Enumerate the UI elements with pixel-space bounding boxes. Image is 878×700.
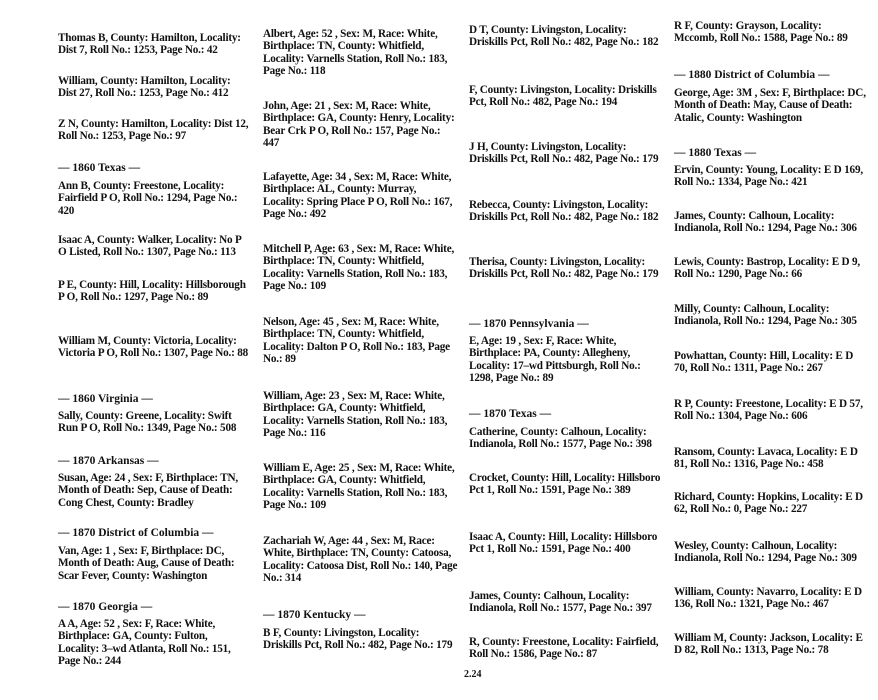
section-heading: — 1870 Texas — (469, 408, 552, 420)
record-entry: Crocket, County: Hill, Locality: Hillsboro Pct 1, Roll No.: 1591, Page No.: 389 (469, 472, 661, 497)
section-heading: — 1860 Texas — (58, 162, 141, 174)
record-entry: William E, Age: 25 , Sex: M, Race: White, Birthplace: GA, County: Whitfield, Locality: Varnells Station, Roll No.: 183, Page No.: 109 (263, 462, 455, 512)
section-heading: — 1870 Pennsylvania — (469, 318, 589, 330)
record-entry: Lafayette, Age: 34 , Sex: M, Race: White, Birthplace: AL, County: Murray, Locality: Spring Place P O, Roll No.: 167, Page No.: 492 (263, 171, 453, 221)
section-heading: — 1880 District of Columbia — (674, 69, 830, 81)
record-entry: Ann B, County: Freestone, Locality: Fairfield P O, Roll No.: 1294, Page No.: 420 (58, 180, 238, 217)
record-entry: Ransom, County: Lavaca, Locality: E D 81, Roll No.: 1316, Page No.: 458 (674, 446, 858, 471)
record-entry: William, County: Hamilton, Locality: Dist 27, Roll No.: 1253, Page No.: 412 (58, 75, 231, 100)
section-heading: — 1860 Virginia — (58, 393, 153, 405)
record-entry: Wesley, County: Calhoun, Locality: Indianola, Roll No.: 1294, Page No.: 309 (674, 540, 857, 565)
record-entry: James, County: Calhoun, Locality: Indianola, Roll No.: 1294, Page No.: 306 (674, 210, 857, 235)
record-entry: Catherine, County: Calhoun, Locality: Indianola, Roll No.: 1577, Page No.: 398 (469, 426, 652, 451)
section-heading: — 1870 Kentucky — (263, 609, 366, 621)
record-entry: R P, County: Freestone, Locality: E D 57, Roll No.: 1304, Page No.: 606 (674, 398, 863, 423)
record-entry: F, County: Livingston, Locality: Driskills Pct, Roll No.: 482, Page No.: 194 (469, 84, 657, 109)
record-entry: Sally, County: Greene, Locality: Swift Run P O, Roll No.: 1349, Page No.: 508 (58, 410, 237, 435)
record-entry: B F, County: Livingston, Locality: Driskills Pct, Roll No.: 482, Page No.: 179 (263, 627, 453, 652)
record-entry: Richard, County: Hopkins, Locality: E D 62, Roll No.: 0, Page No.: 227 (674, 491, 863, 516)
record-entry: R F, County: Grayson, Locality: Mccomb, Roll No.: 1588, Page No.: 89 (674, 20, 848, 45)
page-number: 2.24 (464, 669, 482, 680)
record-entry: J H, County: Livingston, Locality: Driskills Pct, Roll No.: 482, Page No.: 179 (469, 141, 659, 166)
section-heading: — 1870 Arkansas — (58, 455, 159, 467)
record-entry: John, Age: 21 , Sex: M, Race: White, Birthplace: GA, County: Henry, Locality: Bear Crk P O, Roll No.: 157, Page No.: 447 (263, 100, 455, 150)
record-entry: James, County: Calhoun, Locality: Indianola, Roll No.: 1577, Page No.: 397 (469, 590, 652, 615)
record-entry: Mitchell P, Age: 63 , Sex: M, Race: White, Birthplace: TN, County: Whitfield, Locality: Varnells Station, Roll No.: 183, Page No.: 109 (263, 243, 455, 293)
record-entry: Therisa, County: Livingston, Locality: Driskills Pct, Roll No.: 482, Page No.: 179 (469, 256, 659, 281)
record-entry: A A, Age: 52 , Sex: F, Race: White, Birthplace: GA, County: Fulton, Locality: 3–wd Atlanta, Roll No.: 151, Page No.: 244 (58, 618, 231, 668)
record-entry: Isaac A, County: Walker, Locality: No P O Listed, Roll No.: 1307, Page No.: 113 (58, 234, 242, 259)
record-entry: George, Age: 3M , Sex: F, Birthplace: DC, Month of Death: May, Cause of Death: Atalic, County: Washington (674, 87, 866, 124)
record-entry: Van, Age: 1 , Sex: F, Birthplace: DC, Month of Death: Aug, Cause of Death: Scar Fever, County: Washington (58, 545, 235, 582)
record-entry: Nelson, Age: 45 , Sex: M, Race: White, Birthplace: TN, County: Whitfield, Locality: Dalton P O, Roll No.: 183, Page No.: 89 (263, 316, 450, 366)
section-heading: — 1870 District of Columbia — (58, 527, 214, 539)
record-entry: William, Age: 23 , Sex: M, Race: White, Birthplace: GA, County: Whitfield, Locality: Varnells Station, Roll No.: 183, Page No.: 116 (263, 390, 448, 440)
section-heading: — 1870 Georgia — (58, 601, 153, 613)
record-entry: Powhattan, County: Hill, Locality: E D 70, Roll No.: 1311, Page No.: 267 (674, 350, 854, 375)
record-entry: William M, County: Jackson, Locality: E D 82, Roll No.: 1313, Page No.: 78 (674, 632, 863, 657)
record-entry: Zachariah W, Age: 44 , Sex: M, Race: White, Birthplace: TN, County: Catoosa, Locality: Catoosa Dist, Roll No.: 140, Page No.: 314 (263, 535, 458, 585)
record-entry: D T, County: Livingston, Locality: Driskills Pct, Roll No.: 482, Page No.: 182 (469, 24, 659, 49)
record-entry: E, Age: 19 , Sex: F, Race: White, Birthplace: PA, County: Allegheny, Locality: 17–wd Pittsburgh, Roll No.: 1298, Page No.: 89 (469, 335, 641, 385)
record-entry: P E, County: Hill, Locality: Hillsborough P O, Roll No.: 1297, Page No.: 89 (58, 279, 246, 304)
record-entry: Lewis, County: Bastrop, Locality: E D 9, Roll No.: 1290, Page No.: 66 (674, 256, 861, 281)
record-entry: Albert, Age: 52 , Sex: M, Race: White, Birthplace: TN, County: Whitfield, Locality: Varnells Station, Roll No.: 183, Page No.: 118 (263, 28, 448, 78)
record-entry: William M, County: Victoria, Locality: Victoria P O, Roll No.: 1307, Page No.: 88 (58, 335, 249, 360)
record-entry: Z N, County: Hamilton, Locality: Dist 12, Roll No.: 1253, Page No.: 97 (58, 118, 249, 143)
section-heading: — 1880 Texas — (674, 147, 757, 159)
record-entry: Ervin, County: Young, Locality: E D 169, Roll No.: 1334, Page No.: 421 (674, 164, 863, 189)
record-entry: Susan, Age: 24 , Sex: F, Birthplace: TN, Month of Death: Sep, Cause of Death: Cong Chest, County: Bradley (58, 472, 239, 509)
record-entry: Thomas B, County: Hamilton, Locality: Dist 7, Roll No.: 1253, Page No.: 42 (58, 32, 241, 57)
record-entry: Isaac A, County: Hill, Locality: Hillsboro Pct 1, Roll No.: 1591, Page No.: 400 (469, 531, 658, 556)
record-entry: R, County: Freestone, Locality: Fairfield, Roll No.: 1586, Page No.: 87 (469, 636, 659, 661)
record-entry: Rebecca, County: Livingston, Locality: Driskills Pct, Roll No.: 482, Page No.: 182 (469, 199, 659, 224)
record-entry: William, County: Navarro, Locality: E D 136, Roll No.: 1321, Page No.: 467 (674, 586, 862, 611)
record-entry: Milly, County: Calhoun, Locality: Indianola, Roll No.: 1294, Page No.: 305 (674, 303, 857, 328)
